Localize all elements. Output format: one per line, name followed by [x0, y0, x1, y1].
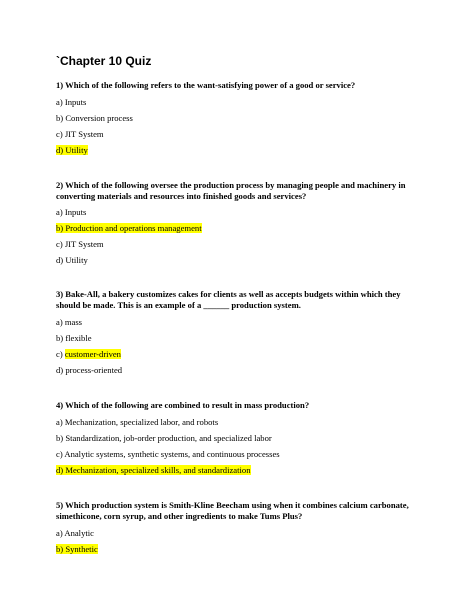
q4-option-b — [56, 433, 272, 444]
option-label: c) — [56, 349, 65, 359]
option-text: Utility — [65, 255, 88, 265]
q1-option-a — [56, 97, 86, 108]
option-label: c) — [56, 129, 65, 139]
q3-option-a — [56, 317, 82, 328]
q2-option-c — [56, 239, 104, 250]
option-label: b) — [56, 544, 66, 554]
highlighted-answer — [56, 145, 88, 155]
option-text: Inputs — [64, 207, 87, 217]
q3-option-d — [56, 365, 122, 376]
option-label: d) — [56, 465, 66, 475]
option-label: a) — [56, 528, 65, 538]
option-label: b) — [56, 433, 66, 443]
option-label: b) — [56, 223, 66, 233]
option-label: a) — [56, 97, 65, 107]
option-text: flexible — [65, 333, 92, 343]
highlighted-answer — [56, 465, 251, 475]
option-label: c) — [56, 239, 65, 249]
question-3: 3) Bake-All, a bakery customizes cakes for clients as well as accepts budgets within which they should be made. This is an example of a ______ production system. — [56, 289, 401, 310]
option-text: Mechanization, specialized skills, and standardization — [65, 465, 251, 475]
q1-option-c — [56, 129, 104, 140]
option-text: Mechanization, specialized labor, and robots — [64, 417, 219, 427]
q1-option-b — [56, 113, 133, 124]
page-title: `Chapter 10 Quiz — [56, 54, 152, 68]
q4-option-d — [56, 465, 251, 476]
q2-option-a — [56, 207, 86, 218]
question-2: 2) Which of the following oversee the production process by managing people and machinery in converting materials and resources into finished goods and services? — [56, 180, 406, 201]
option-text: JIT System — [64, 239, 104, 249]
q5-option-a — [56, 528, 94, 539]
option-label: a) — [56, 417, 65, 427]
option-text: Inputs — [64, 97, 87, 107]
q4-option-c — [56, 449, 280, 460]
option-text: Production and operations management — [65, 223, 202, 233]
highlighted-answer — [56, 223, 202, 233]
option-text: Utility — [65, 145, 88, 155]
q5-option-b — [56, 544, 98, 555]
question-5: 5) Which production system is Smith-Kline Beecham using when it combines calcium carbonate, simethicone, corn syrup, and other ingredients to make Tums Plus? — [56, 500, 409, 521]
option-label: d) — [56, 365, 66, 375]
option-text: Analytic — [64, 528, 94, 538]
q3-option-b — [56, 333, 92, 344]
highlighted-answer — [56, 544, 98, 554]
option-label: c) — [56, 449, 65, 459]
q4-option-a — [56, 417, 218, 428]
option-label: d) — [56, 145, 66, 155]
q1-option-d — [56, 145, 88, 156]
q2-option-d — [56, 255, 88, 266]
option-text: Synthetic — [65, 544, 98, 554]
option-label: d) — [56, 255, 66, 265]
question-1: 1) Which of the following refers to the want-satisfying power of a good or service? — [56, 80, 356, 90]
option-label: b) — [56, 113, 66, 123]
q3-option-c — [56, 349, 121, 360]
option-text: process-oriented — [65, 365, 123, 375]
option-text: customer-driven — [64, 349, 121, 359]
question-4: 4) Which of the following are combined to result in mass production? — [56, 400, 310, 410]
option-text: Standardization, job-order production, and specialized labor — [65, 433, 272, 443]
option-label: b) — [56, 333, 66, 343]
option-text: Analytic systems, synthetic systems, and continuous processes — [64, 449, 280, 459]
q2-option-b — [56, 223, 202, 234]
option-text: JIT System — [64, 129, 104, 139]
option-label: a) — [56, 207, 65, 217]
option-text: Conversion process — [65, 113, 133, 123]
option-label: a) — [56, 317, 65, 327]
option-text: mass — [64, 317, 83, 327]
